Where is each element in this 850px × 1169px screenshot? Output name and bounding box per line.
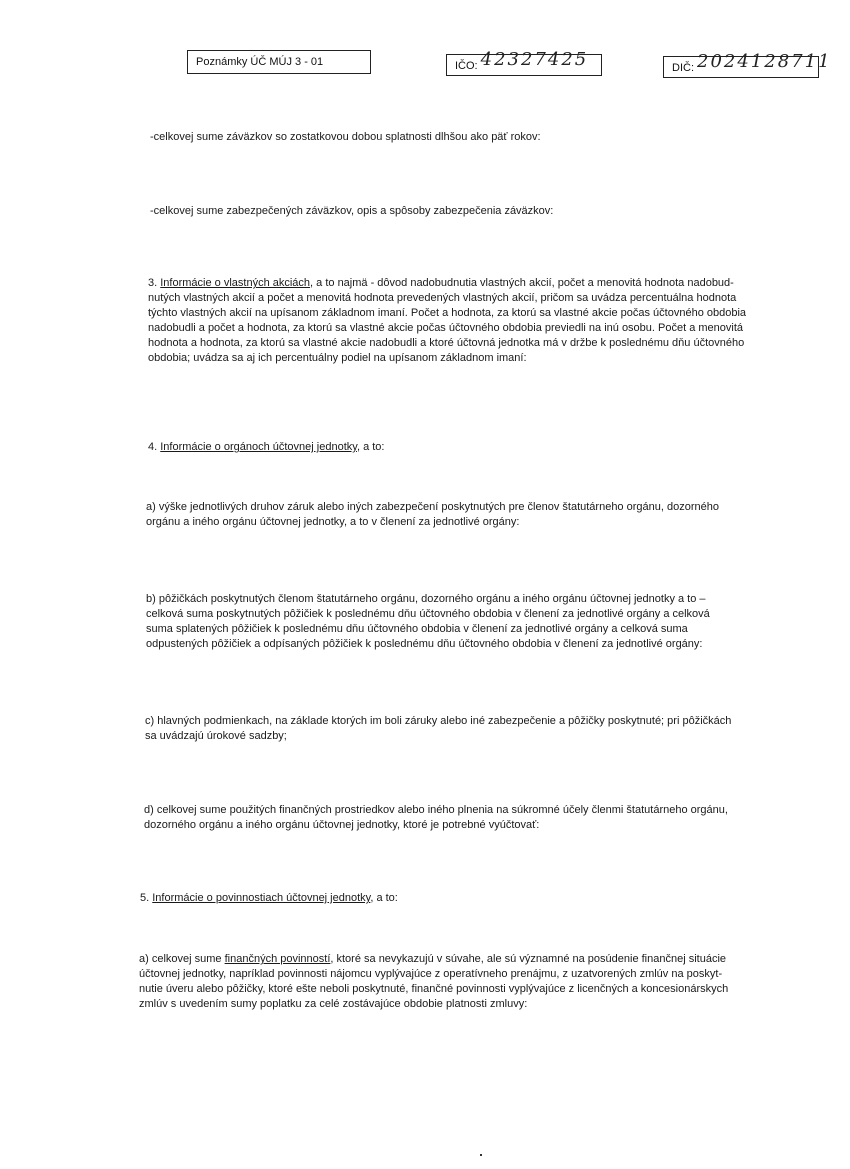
section-4d-line: d) celkovej sume použitých finančných prostriedkov alebo iného plnenia na súkromné účely členmi štatutárneho orgánu, xyxy=(144,804,728,816)
section-4a-line: a) výške jednotlivých druhov záruk alebo iných zabezpečení poskytnutých pre členov štatutárneho orgánu, dozorného xyxy=(146,501,719,513)
section-4-number: 4. xyxy=(148,441,158,453)
section-3-line: , a to najmä - dôvod nadobudnutia vlastných akcií, počet a menovitá hodnota nadobud- xyxy=(310,277,734,289)
section-5-title: Informácie o povinnostiach účtovnej jednotky xyxy=(152,892,371,904)
ico-value: 42327425 xyxy=(480,49,589,70)
dic-box xyxy=(663,51,832,78)
section-4d-line: dozorného orgánu a iného orgánu účtovnej jednotky, ktoré je potrebné vyúčtovať: xyxy=(144,819,540,831)
section-4b-line: b) pôžičkách poskytnutých členom štatutárneho orgánu, dozorného orgánu a iného orgánu účtovnej jednotky a to – xyxy=(146,593,706,605)
section-3 xyxy=(148,276,818,366)
section-5-heading xyxy=(140,891,640,906)
financial-obligations-link: finančných povinností xyxy=(224,953,331,965)
section-4b-line: suma splatených pôžičiek k poslednému dňu účtovného obdobia v členení za jednotlivé orgány a celková suma xyxy=(146,623,688,635)
section-3-line: týchto vlastných akcií na upísanom základnom imaní. Počet a hodnota, za ktorú sa vlastné akcie počas účtovného obdobia xyxy=(148,307,747,319)
section-4b-line: odpustených pôžičiek a odpísaných pôžičiek k poslednému dňu účtovného obdobia v členení za jednotlivé orgány: xyxy=(146,638,703,650)
section-4c-line: c) hlavných podmienkach, na základe ktorých im boli záruky alebo iné zabezpečenie a pôžičky poskytnuté; pri pôžičkách xyxy=(145,715,732,727)
section-3-line: obdobia; uvádza sa aj ich percentuálny podiel na upísanom základnom imaní: xyxy=(148,352,527,364)
section-5-number: 5. xyxy=(140,892,150,904)
dic-value: 2024128711 xyxy=(697,51,832,72)
section-4c xyxy=(145,714,815,744)
section-5-suffix: , a to: xyxy=(370,892,398,904)
section-5a-line: účtovnej jednotky, napríklad povinnosti nájomcu vyplývajúce z operatívneho prenájmu, z uzatvorených zmlúv na poskyt- xyxy=(139,968,723,980)
section-5a-line: zmlúv s uvedením sumy poplatku za celé zostávajúce obdobie platnosti zmluvy: xyxy=(139,998,528,1010)
section-4c-line: sa uvádzajú úrokové sadzby; xyxy=(145,730,287,742)
section-5a-first-rest: , ktoré sa nevykazujú v súvahe, ale sú významné na posúdenie finančnej situácie xyxy=(330,953,727,965)
section-3-title: Informácie o vlastných akciách xyxy=(160,277,311,289)
section-4a xyxy=(146,500,816,530)
ico-label: IČO: xyxy=(455,60,478,72)
section-3-line: nutých vlastných akcií a počet a menovitá hodnota prevedených vlastných akcií, pričom sa uvádza percentuálna hodnota xyxy=(148,292,737,304)
section-4-title: Informácie o orgánoch účtovnej jednotky xyxy=(160,441,357,453)
scan-speck xyxy=(480,1154,482,1156)
section-3-line: hodnota a hodnota, za ktorú sa vlastné akcie nadobudli a ktoré účtovná jednotka má v držbe k poslednému dňu účtovného xyxy=(148,337,745,349)
dic-label: DIČ: xyxy=(672,62,694,74)
section-4b xyxy=(146,592,816,652)
section-4-heading xyxy=(148,440,648,455)
section-4a-line: orgánu a iného orgánu účtovnej jednotky, a to v členení za jednotlivé orgány: xyxy=(146,516,520,528)
section-4-suffix: , a to: xyxy=(356,441,385,453)
section-5a xyxy=(139,952,819,1012)
section-3-number: 3. xyxy=(148,277,158,289)
section-4b-line: celková suma poskytnutých pôžičiek k poslednému dňu účtovného obdobia v členení za jednotlivé orgány a celková xyxy=(146,608,710,620)
long-term-liabilities: -celkovej sume záväzkov so zostatkovou dobou splatnosti dlhšou ako päť rokov: xyxy=(150,131,541,143)
section-5a-line: nutie úveru alebo pôžičky, ktoré ešte neboli poskytnuté, finančné povinnosti vyplývajúce z licenčných a koncesionárskych xyxy=(139,983,729,995)
section-5a-prefix: a) celkovej sume xyxy=(139,953,225,965)
ico-box xyxy=(446,49,602,76)
secured-liabilities: -celkovej sume zabezpečených záväzkov, opis a spôsoby zabezpečenia záväzkov: xyxy=(150,205,554,217)
form-note-box xyxy=(187,50,371,74)
section-3-line: nadobudli a počet a hodnota, za ktorú sa vlastné akcie počas účtovného obdobia previedli na inú osobu. Počet a menovitá xyxy=(148,322,744,334)
section-4d xyxy=(144,803,814,833)
form-note-label: Poznámky ÚČ MÚJ 3 - 01 xyxy=(196,56,324,68)
